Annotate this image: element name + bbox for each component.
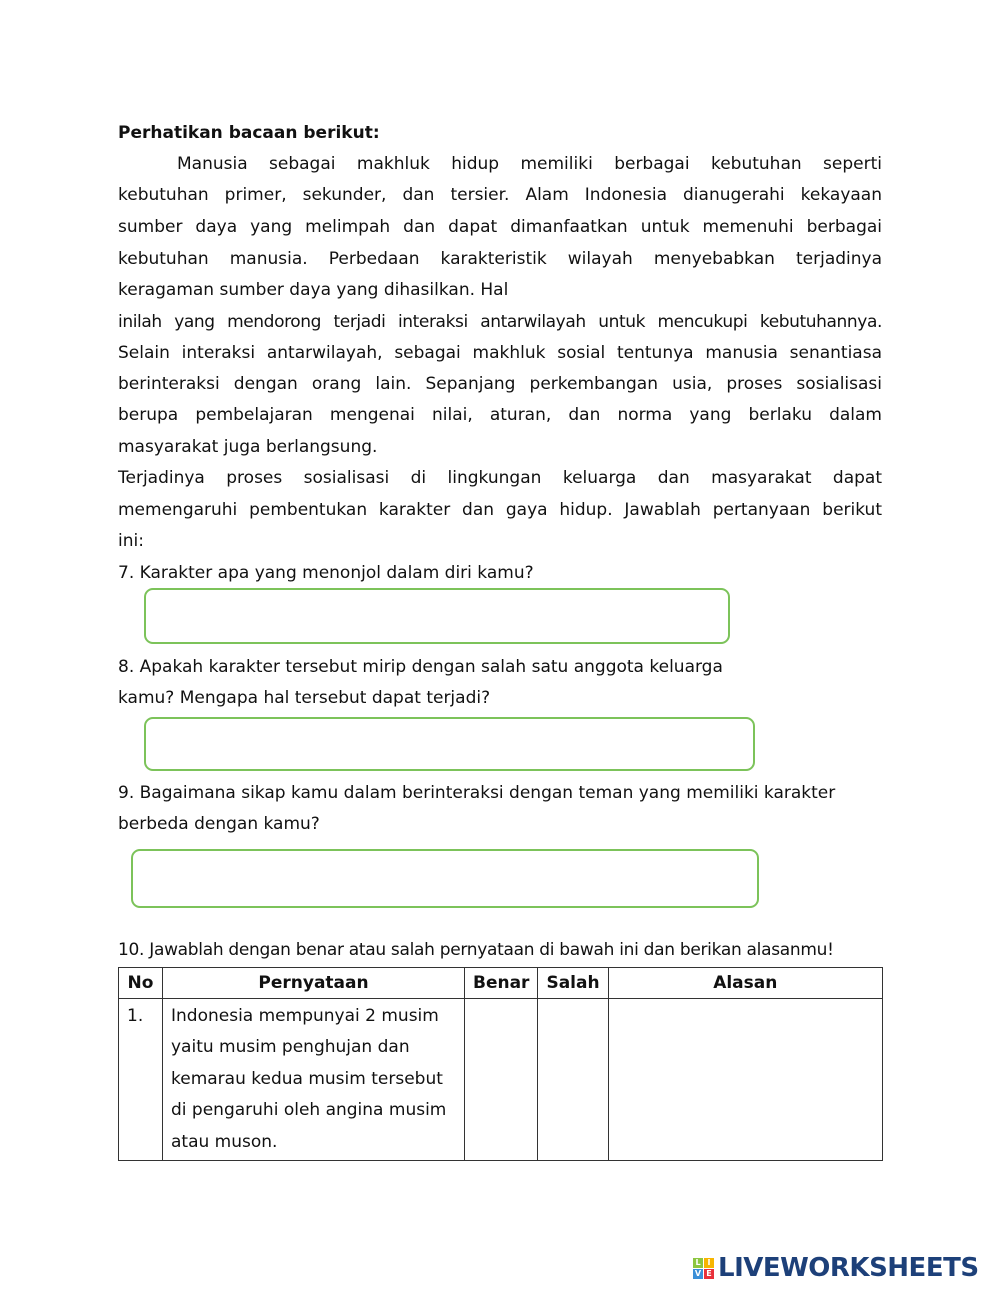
reading-heading: Perhatikan bacaan berikut:: [118, 123, 380, 143]
paragraph-line: Selain interaksi antarwilayah, sebagai makhluk sosial tentunya manusia senantiasa: [118, 343, 882, 363]
false-cell[interactable]: [538, 999, 608, 1161]
row-number: 1.: [119, 999, 163, 1161]
true-false-table: [118, 967, 883, 1161]
question-9-line-2: berbeda dengan kamu?: [118, 814, 320, 834]
header-false: Salah: [538, 968, 608, 999]
question-7: 7. Karakter apa yang menonjol dalam diri kamu?: [118, 563, 534, 583]
table-header-row: [119, 968, 883, 999]
statement-line: kemarau kedua musim tersebut: [171, 1068, 443, 1089]
logo-tile: E: [704, 1269, 714, 1279]
answer-box-8[interactable]: [144, 717, 755, 771]
answer-box-9[interactable]: [131, 849, 759, 908]
answer-box-7[interactable]: [144, 588, 730, 644]
paragraph-line: Terjadinya proses sosialisasi di lingkungan keluarga dan masyarakat dapat: [118, 468, 882, 488]
paragraph-line: sumber daya yang melimpah dan dapat dimanfaatkan untuk memenuhi berbagai: [118, 217, 882, 237]
logo-text: LIVEWORKSHEETS: [718, 1253, 979, 1283]
header-no: No: [119, 968, 163, 999]
paragraph-line: Manusia sebagai makhluk hidup memiliki berbagai kebutuhan seperti: [177, 154, 882, 174]
paragraph-line: kebutuhan manusia. Perbedaan karakteristik wilayah menyebabkan terjadinya: [118, 249, 882, 269]
paragraph-line: kebutuhan primer, sekunder, dan tersier. Alam Indonesia dianugerahi kekayaan: [118, 185, 882, 205]
paragraph-line: memengaruhi pembentukan karakter dan gaya hidup. Jawablah pertanyaan berikut: [118, 500, 882, 520]
logo-tile: L: [693, 1258, 703, 1268]
question-8-line-2: kamu? Mengapa hal tersebut dapat terjadi?: [118, 688, 491, 708]
logo-tile: I: [704, 1258, 714, 1268]
table-row: [119, 999, 883, 1161]
logo-tiles-icon: [693, 1258, 714, 1279]
question-9: 9. Bagaimana sikap kamu dalam berinteraksi dengan teman yang memiliki karakter: [118, 783, 836, 803]
true-cell[interactable]: [465, 999, 538, 1161]
question-8: 8. Apakah karakter tersebut mirip dengan salah satu anggota keluarga: [118, 657, 723, 677]
paragraph-line: ini:: [118, 531, 144, 551]
logo-tile: V: [694, 1268, 702, 1278]
paragraph-line: masyarakat juga berlangsung.: [118, 437, 378, 457]
paragraph-line: keragaman sumber daya yang dihasilkan. Hal: [118, 280, 509, 300]
row-statement: [163, 999, 465, 1161]
header-statement: Pernyataan: [163, 968, 465, 999]
liveworksheets-logo: [693, 1253, 979, 1283]
header-true: Benar: [465, 968, 538, 999]
statement-line: Indonesia mempunyai 2 musim: [171, 1006, 439, 1026]
statement-line: atau muson.: [171, 1131, 278, 1152]
paragraph-line: berinteraksi dengan orang lain. Sepanjang perkembangan usia, proses sosialisasi: [118, 374, 882, 394]
reason-cell[interactable]: [608, 999, 882, 1161]
statement-line: yaitu musim penghujan dan: [171, 1037, 410, 1058]
question-10: 10. Jawablah dengan benar atau salah pernyataan di bawah ini dan berikan alasanmu!: [118, 940, 834, 960]
statement-line: di pengaruhi oleh angina musim: [171, 1100, 447, 1121]
paragraph-line: berupa pembelajaran mengenai nilai, aturan, dan norma yang berlaku dalam: [118, 405, 882, 425]
header-reason: Alasan: [608, 968, 882, 999]
paragraph-line: inilah yang mendorong terjadi interaksi antarwilayah untuk mencukupi kebutuhannya.: [118, 312, 882, 332]
